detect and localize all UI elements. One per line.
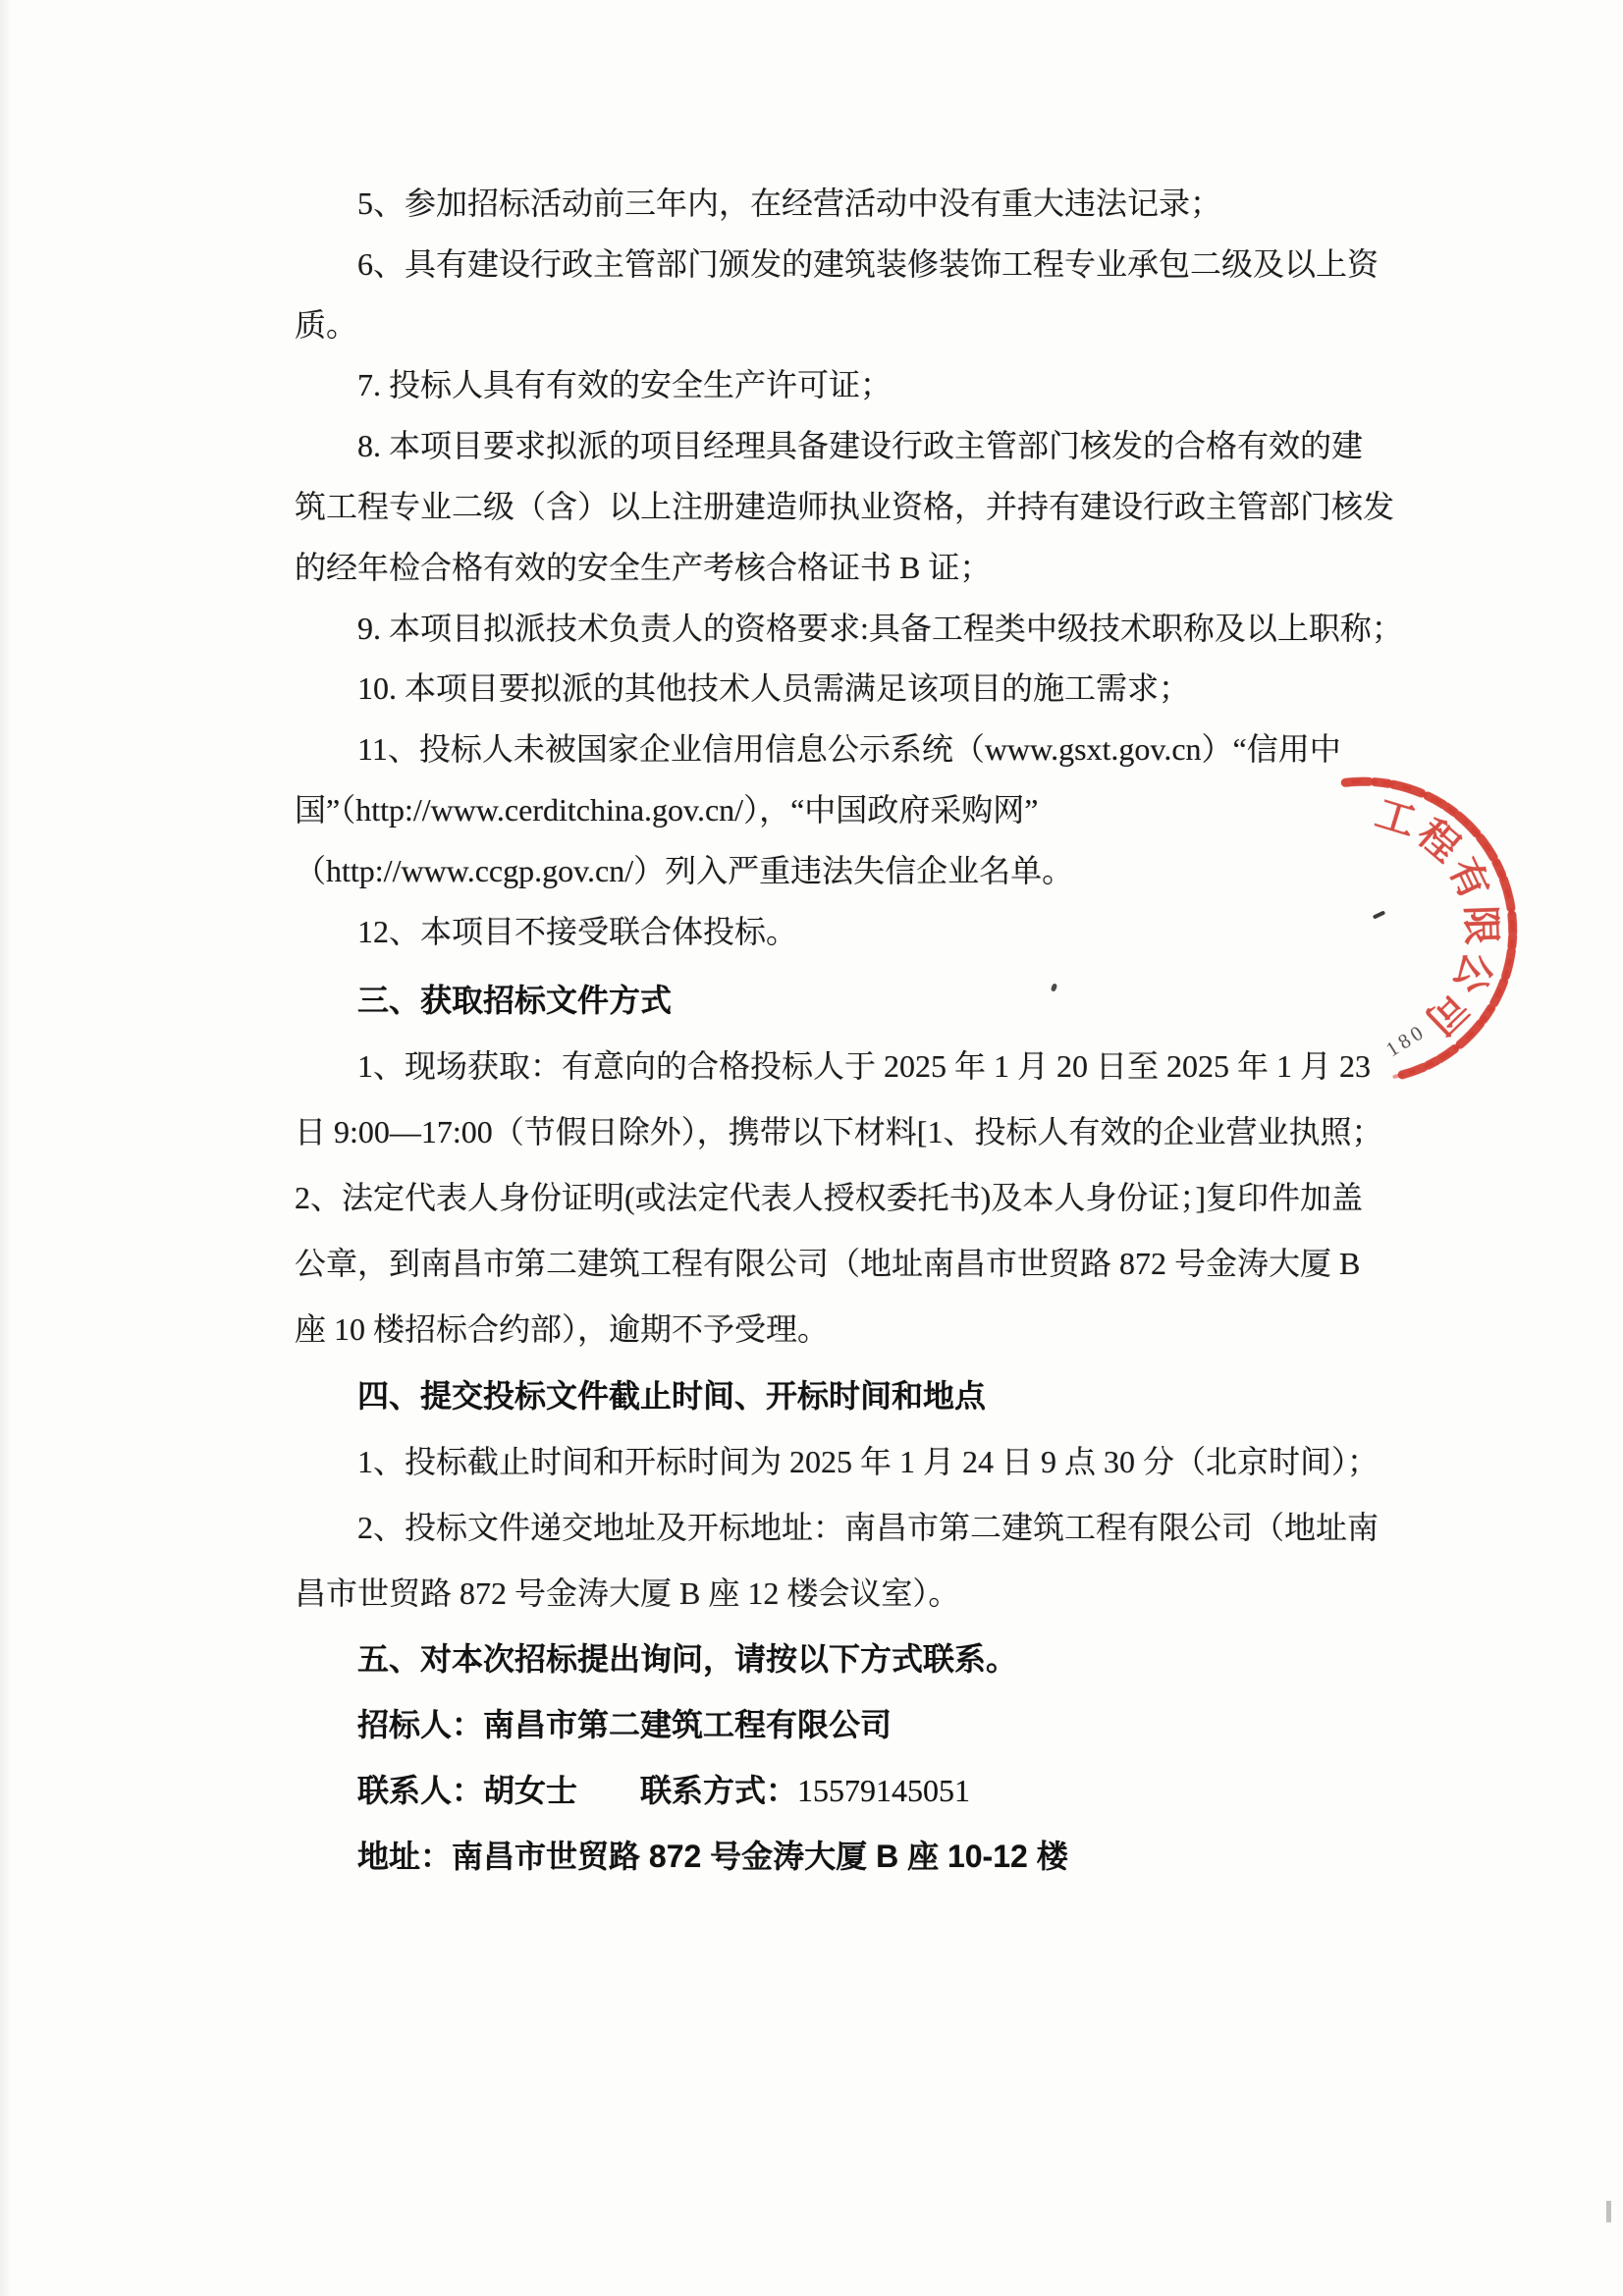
seal-arc-text: 工程有限公司	[1370, 791, 1503, 1045]
contact-person-line	[295, 1758, 1409, 1824]
body-line: 1、投标截止时间和开标时间为 2025 年 1 月 24 日 9 点 30 分（北京时间）；	[357, 1443, 1380, 1479]
body-line: 2、投标文件递交地址及开标地址：南昌市第二建筑工程有限公司（地址南	[357, 1509, 1380, 1545]
section-heading-obtain-documents: 三、获取招标文件方式	[357, 983, 673, 1018]
contact-phone-number: 15579145051	[797, 1773, 971, 1809]
seal-number-text: 180	[1381, 1018, 1431, 1062]
body-line: 国”（http://www.cerditchina.gov.cn/），“中国政府采购网”	[295, 791, 1039, 828]
body-line: 5、参加招标活动前三年内，在经营活动中没有重大违法记录；	[357, 186, 1222, 221]
body-line: 的经年检合格有效的安全生产考核合格证书 B 证；	[295, 549, 992, 585]
body-line: 8. 本项目要求拟派的项目经理具备建设行政主管部门核发的合格有效的建	[357, 428, 1364, 464]
section-heading-deadline-opening: 四、提交投标文件截止时间、开标时间和地点	[357, 1377, 987, 1414]
body-line: 质。	[295, 306, 358, 343]
body-line: 1、现场获取：有意向的合格投标人于 2025 年 1 月 20 日至 2025 年 1 月 23	[357, 1048, 1372, 1085]
scan-edge-shadow	[0, 0, 12, 2296]
address-line: 地址：南昌市世贸路 872 号金涛大厦 B 座 10-12 楼	[357, 1839, 1068, 1875]
body-line: 日 9:00—17:00（节假日除外），携带以下材料[1、投标人有效的企业营业执照；	[295, 1114, 1383, 1150]
section-heading-contact: 五、对本次招标提出询问，请按以下方式联系。	[357, 1640, 1018, 1677]
body-line: 10. 本项目要拟派的其他技术人员需满足该项目的施工需求；	[357, 670, 1191, 707]
scan-edge-artifact	[1606, 2201, 1611, 2222]
body-line: （http://www.ccgp.gov.cn/）列入严重违法失信企业名单。	[295, 852, 1074, 888]
body-line: 座 10 楼招标合约部），逾期不予受理。	[295, 1311, 830, 1348]
company-seal-stamp	[1125, 699, 1623, 1200]
body-line: 9. 本项目拟派技术负责人的资格要求:具备工程类中级技术职称及以上职称；	[357, 610, 1403, 646]
body-line: 12、本项目不接受联合体投标。	[357, 913, 798, 949]
contact-person-label: 联系人：胡女士 联系方式：	[357, 1773, 798, 1809]
body-line: 6、具有建设行政主管部门颁发的建筑装修装饰工程专业承包二级及以上资	[357, 245, 1380, 282]
body-line: 昌市世贸路 872 号金涛大厦 B 座 12 楼会议室）。	[295, 1575, 960, 1611]
body-line: 公章，到南昌市第二建筑工程有限公司（地址南昌市世贸路 872 号金涛大厦 B	[295, 1246, 1361, 1282]
body-line: 2、法定代表人身份证明(或法定代表人授权委托书)及本人身份证；]复印件加盖	[295, 1180, 1363, 1216]
tenderer-line: 招标人：南昌市第二建筑工程有限公司	[357, 1707, 893, 1743]
body-line: 7. 投标人具有有效的安全生产许可证；	[357, 367, 893, 403]
body-line: 筑工程专业二级（含）以上注册建造师执业资格，并持有建设行政主管部门核发	[295, 488, 1395, 524]
body-line: 11、投标人未被国家企业信用信息公示系统（www.gsxt.gov.cn）“信用中	[357, 731, 1341, 768]
